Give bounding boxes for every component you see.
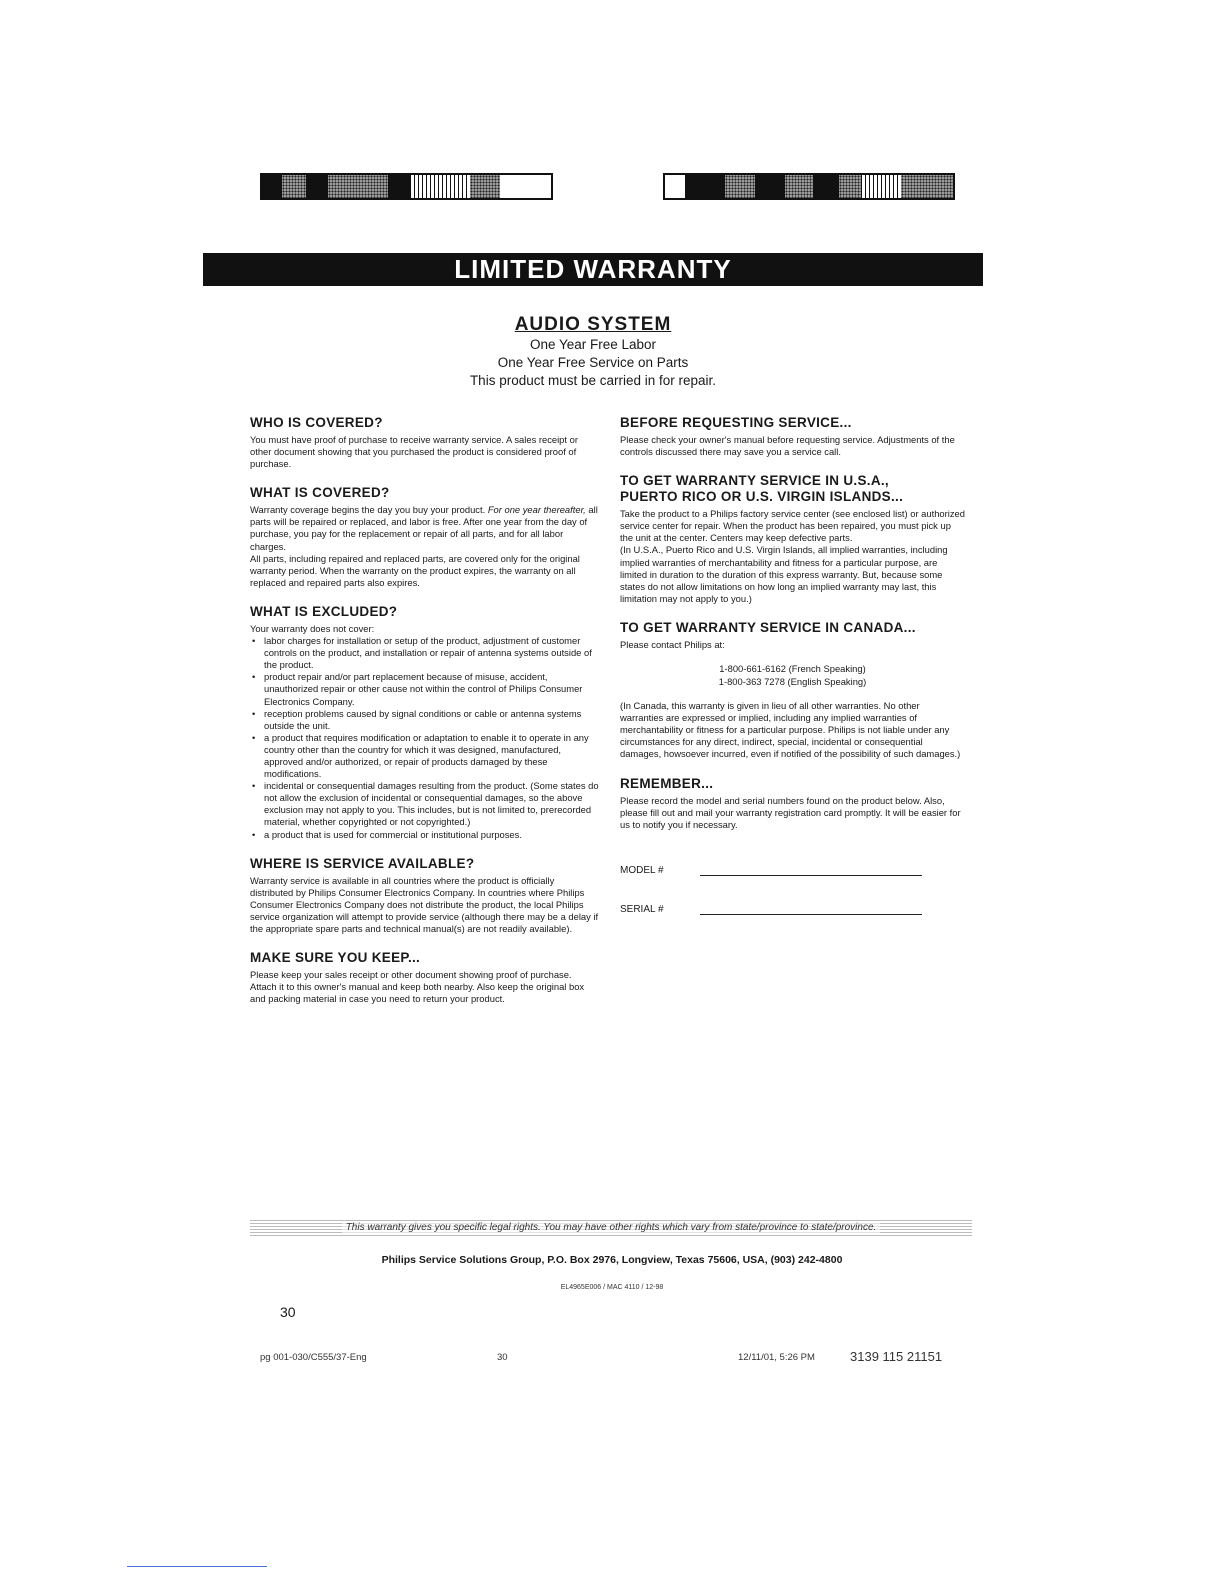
list-item: • a product that requires modification or adaptation to enable it to operate in any country other than the country for which it was designed, manufactured, approved and/or authorized, or repair of products damaged by these modifications. [264,732,600,780]
serial-label: SERIAL # [620,903,664,915]
footer-file: pg 001-030/C555/37-Eng [260,1352,367,1363]
footer-code: 3139 115 21151 [850,1349,943,1364]
section-text: (In Canada, this warranty is given in lieu of all other warranties. No other warranties are expressed or implied, including any implied warranties of merchantability or fitness for a particular purpose. Philips is not liable under any circumstances for any direct, indirect, special, incidental or consequential damages, howsoever incurred, even if notified of the possibility of such damages.) [620,700,961,760]
service-address: Philips Service Solutions Group, P.O. Box 2976, Longview, Texas 75606, USA, (903) 242-4800 [381,1254,843,1266]
product-title: AUDIO SYSTEM [514,314,672,335]
title-line: PUERTO RICO OR U.S. VIRGIN ISLANDS... [620,489,904,505]
serial-write-line[interactable] [700,904,922,915]
right-column [620,415,965,930]
title-line: TO GET WARRANTY SERVICE IN U.S.A., [620,473,889,489]
footer-page: 30 [497,1352,508,1363]
section-title: WHO IS COVERED? [250,415,383,430]
exclusion-list [250,635,600,841]
italic-run: For one year thereafter, [487,504,586,516]
section-text: All parts, including repaired and replaced parts, are covered only for the original warranty period. When the warranty on the product expires, the warranty on all replaced and repaired parts also expires. [250,552,580,588]
section-title: TO GET WARRANTY SERVICE IN CANADA... [620,619,916,635]
phone-french: 1-800-661-6162 (French Speaking) [719,663,866,675]
section-remember [620,776,965,915]
section-title [620,473,965,505]
legal-rights-strip [250,1220,972,1236]
list-item: • product repair and/or part replacement because of misuse, accident, unauthorized repair or other cause not within the control of Philips Consumer Electronics Company. [264,671,600,707]
section-text: (In U.S.A., Puerto Rico and U.S. Virgin Islands, all implied warranties, including implied warranties of merchantability and fitness for a particular purpose, are limited in duration to the duration of this express warranty. But, because some states do not allow limitations on how long an implied warranty may last, this limitation may not apply to you.) [620,544,948,604]
model-label: MODEL # [620,864,664,876]
subtitle-line-1: One Year Free Labor [529,337,657,352]
section-text: Take the product to a Philips factory service center (see enclosed list) or authorized service center for repair. When the product has been repaired, you must pick up the unit at the center. Centers may keep defective parts. [620,508,965,544]
legal-note: This warranty gives you specific legal rights. You may have other rights which vary from state/province to state/province. [342,1222,881,1233]
text-run: all parts will be repaired or replaced, and labor is free. After one year from the day of purchase, you pay for the replacement or repair of all parts, and for all labor charges. [250,504,598,552]
left-column [250,415,600,1020]
model-write-line[interactable] [700,865,922,876]
list-item: • labor charges for installation or setup of the product, adjustment of customer controls on the product, and installation or repair of antenna systems outside of the product. [264,635,600,671]
section-make-sure-keep [250,950,600,1005]
section-what-excluded [250,604,600,841]
section-service-usa [620,473,965,605]
registration-bar-right [663,173,955,200]
warranty-banner: LIMITED WARRANTY [203,253,983,286]
section-where-available [250,856,600,935]
section-text: You must have proof of purchase to receive warranty service. A sales receipt or other document showing that you purchased the product is considered proof of purchase. [250,434,578,470]
section-title: REMEMBER... [620,775,714,791]
serial-field [620,904,965,915]
model-field [620,865,965,876]
product-header [203,314,983,390]
phone-numbers [620,663,965,688]
page-number: 30 [280,1304,296,1320]
section-who-covered [250,415,600,470]
subtitle-line-3: This product must be carried in for repair. [469,373,717,388]
section-title: BEFORE REQUESTING SERVICE... [620,415,852,430]
section-title: MAKE SURE YOU KEEP... [250,950,421,966]
text-run: Warranty coverage begins the day you buy your product. [250,504,486,516]
section-text: Please check your owner's manual before requesting service. Adjustments of the controls discussed there may save you a service call. [620,434,955,458]
footer-date: 12/11/01, 5:26 PM [738,1352,815,1363]
section-before-service [620,415,965,458]
blue-rule [127,1566,267,1567]
section-text: Please keep your sales receipt or other document showing proof of purchase. Attach it to this owner's manual and keep both nearby. Also keep the original box and packing material in case you need to return your product. [250,969,585,1005]
section-what-covered [250,485,600,589]
document-code: EL4965E006 / MAC 4110 / 12-98 [560,1284,664,1291]
section-text: Your warranty does not cover: [250,622,375,634]
section-text: Please record the model and serial numbers found on the product below. Also, please fill out and mail your warranty registration card promptly. It will be easier for us to notify you if necessary. [620,794,961,830]
registration-bar-left [260,173,553,200]
section-title: WHAT IS COVERED? [250,485,390,501]
section-service-canada [620,620,965,761]
list-item: • reception problems caused by signal conditions or cable or antenna systems outside the unit. [264,708,600,732]
section-text: Please contact Philips at: [620,638,725,650]
section-text: Warranty service is available in all countries where the product is officially distributed by Philips Consumer Electronics Company. In countries where Philips Consumer Electronics Company does not distribute the product, the local Philips service organization will attempt to provide service (although there may be a delay if the appropriate spare parts and technical manual(s) are not readily available). [250,874,599,934]
subtitle-line-2: One Year Free Service on Parts [497,355,689,370]
section-title: WHERE IS SERVICE AVAILABLE? [250,855,475,871]
list-item: • incidental or consequential damages resulting from the product. (Some states do not allow the exclusion of incidental or consequential damages, so the above exclusion may not apply to you. This includes, but is not limited to, prerecorded material, whether copyrighted or not copyrighted.) [264,780,600,828]
list-item: • a product that is used for commercial or institutional purposes. [264,829,600,841]
phone-english: 1-800-363 7278 (English Speaking) [718,675,867,687]
section-title: WHAT IS EXCLUDED? [250,603,398,619]
section-text [250,504,600,552]
